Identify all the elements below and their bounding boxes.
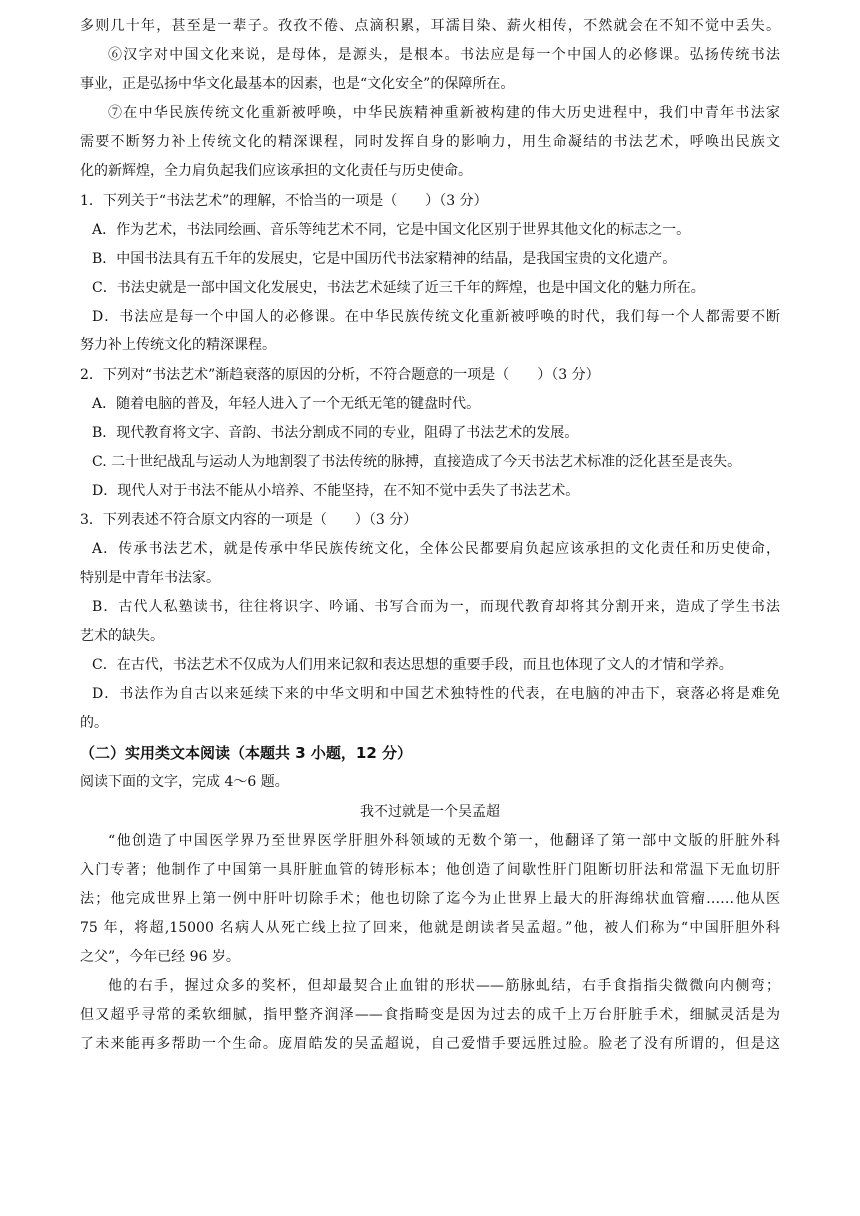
question-3-option-d-cont: 的。 — [80, 715, 108, 731]
article-line: “他创造了中国医学界乃至世界医学肝胆外科领域的无数个第一，他翻译了第一部中文版的肝脏外科 — [108, 833, 780, 849]
section-instruction: 阅读下面的文字，完成 4～6 题。 — [80, 774, 289, 790]
passage-line: 需要不断努力补上传统文化的精深课程，同时发挥自身的影响力，用生命凝结的书法艺术，呼唤出民族文 — [80, 134, 780, 150]
question-1-option-a: A．作为艺术，书法同绘画、音乐等纯艺术不同，它是中国文化区别于世界其他文化的标志之一。 — [92, 222, 691, 238]
article-line: 之父”，今年已经 96 岁。 — [80, 949, 240, 965]
question-3-option-a-cont: 特别是中青年书法家。 — [80, 570, 220, 586]
article-line: 了未来能再多帮助一个生命。庞眉皓发的吴孟超说，自己爱惜手要远胜过脸。脸老了没有所谓的，但是这 — [80, 1036, 780, 1052]
passage-line: 多则几十年，甚至是一辈子。孜孜不倦、点滴积累，耳濡目染、薪火相传，不然就会在不知不觉中丢失。 — [80, 18, 780, 34]
question-2-option-b: B．现代教育将文字、音韵、书法分割成不同的专业，阻碍了书法艺术的发展。 — [92, 425, 579, 441]
question-3-option-c: C．在古代，书法艺术不仅成为人们用来记叙和表达思想的重要手段，而且也体现了文人的才情和学养。 — [92, 657, 733, 673]
question-2-option-c: C. 二十世纪战乱与运动人为地割裂了书法传统的脉搏，直接造成了今天书法艺术标准的泛化甚至是丧失。 — [92, 454, 742, 470]
article-line: 法；他完成世界上第一例中肝叶切除手术；他也切除了迄今为止世界上最大的肝海绵状血管瘤……他从医 — [80, 891, 780, 907]
question-1-option-d: D．书法应是每一个中国人的必修课。在中华民族传统文化重新被呼唤的时代，我们每一个人都需要不断 — [92, 309, 780, 325]
question-1-option-b: B．中国书法具有五千年的发展史，它是中国历代书法家精神的结晶，是我国宝贵的文化遗产。 — [92, 251, 677, 267]
question-3-option-b: B．古代人私塾读书，往往将识字、吟诵、书写合而为一，而现代教育却将其分割开来，造成了学生书法 — [92, 599, 780, 615]
passage-line: ⑥汉字对中国文化来说，是母体，是源头，是根本。书法应是每一个中国人的必修课。弘扬传统书法 — [108, 47, 780, 63]
article-line: 入门专著；他制作了中国第一具肝脏血管的铸形标本；他创造了间歇性肝门阻断切肝法和常温下无血切肝 — [80, 862, 780, 878]
question-3-stem: 3．下列表述不符合原文内容的一项是（ ）（3 分） — [80, 512, 418, 528]
article-line: 75 年，将超,15000 名病人从死亡线上拉了回来，他就是朗读者吴孟超。”他，被人们称为“中国肝胆外科 — [80, 920, 780, 936]
question-2-option-a: A．随着电脑的普及，年轻人进入了一个无纸无笔的键盘时代。 — [92, 396, 481, 412]
question-3-option-a: A．传承书法艺术，就是传承中华民族传统文化，全体公民都要肩负起应该承担的文化责任和历史使命， — [92, 541, 780, 557]
question-1-option-c: C．书法史就是一部中国文化发展史，书法艺术延续了近三千年的辉煌，也是中国文化的魅力所在。 — [92, 280, 705, 296]
question-3-option-d: D．书法作为自古以来延续下来的中华文明和中国艺术独特性的代表，在电脑的冲击下，衰落必将是难免 — [92, 686, 780, 702]
passage-line: 事业，正是弘扬中华文化最基本的因素，也是“文化安全”的保障所在。 — [80, 76, 515, 92]
article-line: 他的右手，握过众多的奖杯，但却最契合止血钳的形状——筋脉虬结，右手食指指尖微微向内侧弯； — [108, 978, 780, 994]
question-1-option-d-cont: 努力补上传统文化的精深课程。 — [80, 337, 276, 353]
article-line: 但又超乎寻常的柔软细腻，指甲整齐润泽——食指畸变是因为过去的成千上万台肝脏手术，细腻灵活是为 — [80, 1007, 780, 1023]
article-title: 我不过就是一个吴孟超 — [360, 804, 500, 820]
passage-line: 化的新辉煌，全力肩负起我们应该承担的文化责任与历史使命。 — [80, 163, 472, 179]
section-heading: （二）实用类文本阅读（本题共 3 小题，12 分） — [80, 744, 412, 762]
question-1-stem: 1．下列关于“书法艺术”的理解，不恰当的一项是（ ）（3 分） — [80, 193, 488, 209]
question-3-option-b-cont: 艺术的缺失。 — [80, 628, 164, 644]
passage-line: ⑦在中华民族传统文化重新被呼唤，中华民族精神重新被构建的伟大历史进程中，我们中青年书法家 — [108, 105, 780, 121]
question-2-option-d: D．现代人对于书法不能从小培养、不能坚持，在不知不觉中丢失了书法艺术。 — [92, 483, 580, 499]
question-2-stem: 2．下列对“书法艺术”渐趋衰落的原因的分析，不符合题意的一项是（ ）（3 分） — [80, 367, 600, 383]
